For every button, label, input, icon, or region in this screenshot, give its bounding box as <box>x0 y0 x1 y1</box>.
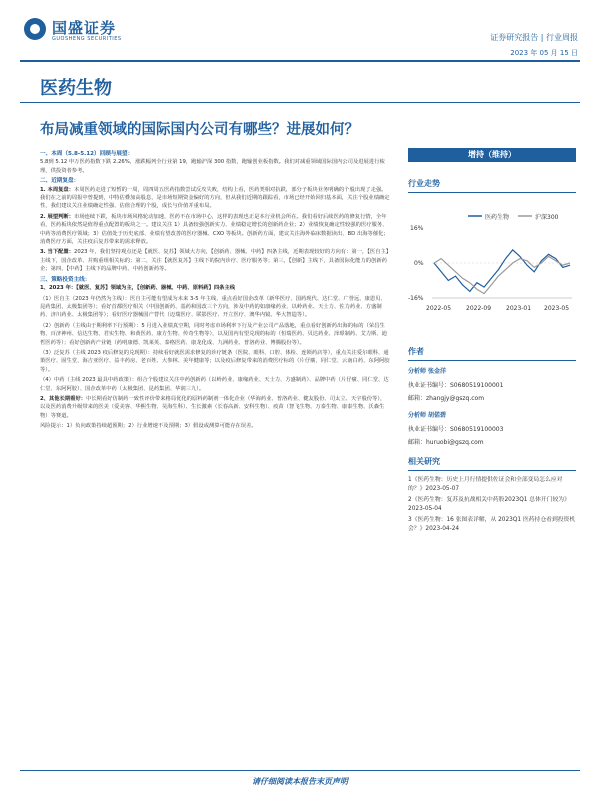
analyst-email[interactable]: 邮箱：zhangjy@gszq.com <box>408 395 485 402</box>
analyst-license: 执业证书编号：S0680519100003 <box>408 426 504 433</box>
paragraph-text: 2023 年，我们坚持观点还是【就医、复苏】领域大方向，【创新药、器械、中药】四条主线，近期表现较好的方向有：第一，【医自主】主线下，国企改革、并购重组相关标的；第二，关注【就医复苏】主线下的院内诊疗、医疗服务等；第三，【创新】主线下，具备国际化能力的创新药企；第四，【中药】主线下的品牌中药、中药创新药等。 <box>40 249 389 273</box>
section-heading: 二、近期复盘： <box>40 178 80 185</box>
x-tick-label: 2023-01 <box>506 305 532 312</box>
analyst-role: 分析师 <box>408 412 427 419</box>
related-item[interactable]: 1《医药生物：历史上月行情提供佐证会和全部变局怎么应对的？》2023-05-07 <box>408 477 563 492</box>
sector-title: 医药生物 <box>40 78 112 99</box>
y-tick-label: -16% <box>408 295 424 302</box>
y-tick-label: 16% <box>410 225 424 232</box>
analyst-name-row <box>408 410 446 419</box>
legend-label-csi300: 沪深300 <box>535 214 559 221</box>
analyst-email[interactable]: 邮箱：huruobi@gszq.com <box>408 439 484 446</box>
logo-icon <box>24 18 46 40</box>
rating-badge: 增持（维持） <box>408 148 576 162</box>
paragraph-lead: 2. 展望判断： <box>40 213 75 220</box>
report-type: 证券研究报告 | 行业周报 <box>490 33 578 42</box>
analyst-heading: 作者 <box>408 347 424 356</box>
analyst-divider <box>408 360 576 361</box>
chart-svg <box>408 204 576 334</box>
perf-divider <box>408 192 576 193</box>
paragraph-text: 本周医药走进了短暂的一周，周四周五医药指数尝试反攻失败，结构上看，医药类相对抗跌，部分子板块业务明确的个股出现了走强。我们在之前的周报中曾提到，中特估叠加高股息，是市场短期资金偏好的方向，但从我们近期的跟踪看，市场已经开始回归基本面，关注个股业绩确定性，我们建议关注业绩确定性强、估值合理的个股，成长与价值并重布局。 <box>40 186 390 210</box>
analyst-role: 分析师 <box>408 368 427 375</box>
analyst-name: 胡偌碧 <box>427 412 446 419</box>
paragraph: （1）医自主（2023 年仍然为主线）：医自主可能有望成为未来 3-5 年主线，重点看好国企改革（新华医疗、国药现代、达仁堂、广誉远、康恩贝、昆药集团、太极集团等）；看好首都医疗相关（中国创新药、基药和国改三个方向，涉及中药的如康缘药业、以岭药业、天士力、佐力药业、方盛制药、济川药业、太极集团等）；看好医疗器械国产替代（迈瑞医疗、联影医疗、开立医疗、澳华内镜、华大智造等）。 <box>40 295 386 319</box>
paragraph-lead: 1、2023 年：【就医、复苏】领域为主，【创新药、器械、中药、原料药】四条主线 <box>40 285 236 292</box>
related-divider <box>408 470 576 471</box>
paragraph-lead: 2、其他长期看好： <box>40 395 87 402</box>
y-tick-label: 0% <box>414 260 424 267</box>
analyst-name-row <box>408 366 446 375</box>
related-item[interactable]: 3《医药生物：16 张图表详解，从 2023Q1 医药持仓看到投资机会？》2023-04-24 <box>408 517 576 532</box>
paragraph: （4）中药（主线 2023 最具中药政策）：组合个股建议关注中药创新药（以岭药业、康缘药业、天士力、方盛制药）、品牌中药（片仔癀、同仁堂、达仁堂、东阿阿胶）、国企改革中药（太极集团、昆药集团、华润三九）。 <box>40 377 389 392</box>
paragraph-text: 中长期看好仿制药一致性评价带来格局优化的原料药制剂一体化企业（华海药业、普洛药业、健友股份、司太立、天宇股份等），以及医药消费升级带来的医美（爱美客、华熙生物、昊海生科）、生长激素（长春高新、安科生物）、疫苗（智飞生物、万泰生物、康泰生物、沃森生物）等赛道。 <box>40 395 386 419</box>
performance-chart <box>408 204 576 334</box>
related-heading: 相关研究 <box>408 457 440 466</box>
paragraph <box>40 395 390 420</box>
paragraph <box>40 213 390 247</box>
analyst-name: 张金洋 <box>427 368 446 375</box>
x-tick-label: 2022-09 <box>466 305 492 312</box>
paragraph: （2）创新药（主线由于期利率下行预期）：5 月进入业绩真空期，同时考虑市场利率下行及产业公司产品落地，重点看好创新药出海的标的（荣昌生物、百济神州、信达生物、君实生物、和黄医药、康方生物、传奇生物等），以及国内有望兑现的标的（恒瑞医药、贝达药业、泽璟制药、艾力斯、迪哲医药等）；看好创新药产业链（药明康德、凯莱英、泰格医药、康龙化成、九洲药业、普洛药业、博腾股份等）。 <box>40 322 387 346</box>
analyst-license: 执业证书编号：S0680519100001 <box>408 382 504 389</box>
paragraph: （3）泛复苏（主线 2023 疫后修复的兑现期）：持续看好就医需求修复的诊疗链条（医院、眼科、口腔、体检、连锁药店等），重点关注爱尔眼科、通策医疗、固生堂、海吉亚医疗、益丰药房、老百姓、大参林、美年健康等；以及疫后修复带来的消费医疗标的（片仔癀、同仁堂、云南白药、东阿阿胶等）。 <box>40 349 390 373</box>
logo-subtext: GUOSHENG SECURITIES <box>52 36 122 42</box>
legend-label-pharma: 医药生物 <box>485 214 510 221</box>
paragraph-lead: 1. 本周复盘： <box>40 186 75 193</box>
series-line-csi300 <box>434 256 570 293</box>
paragraph: 5.8到 5.12 申万医药指数下跌 2.26%，涨跌幅列全行业第 19，跑输沪深 300 指数，跑输创业板指数。我们对减重领域国际国内公司及进展进行梳理，供投资者参考。 <box>40 159 385 174</box>
section-heading: 三、策略投资主线： <box>40 276 91 283</box>
paragraph-text: 市场连续下跌，板块市场风格轮动加速，医药不在市场中心，这样的表现也正是本行业机会所在。我们看好后续医药的修复行情，全年看，医药板块依然是值得重点配置的板块之一。建议关注 1）具备较强创新实力、业绩稳定增长的创新药企业；2）业绩恢复确定性较强的医疗服务、中药等消费医疗领域；3）估值处于历史底部、业绩有望改善的医疗器械、CXO 等板块。创新药方面，建议关注海外临床数据读出、BD 出海等催化；消费医疗方面，关注疫后复苏带来的需求释放。 <box>40 213 389 246</box>
paragraph <box>40 284 390 292</box>
paragraph-lead: 3. 当下配置： <box>40 249 75 256</box>
footer-divider <box>20 770 580 771</box>
paragraph <box>40 248 390 273</box>
perf-heading: 行业走势 <box>408 179 440 188</box>
x-tick-label: 2022-05 <box>426 305 452 312</box>
report-date: 2023 年 05 月 15 日 <box>510 49 578 57</box>
report-body <box>40 148 390 433</box>
page-title: 布局减重领域的国际国内公司有哪些？进展如何？ <box>40 122 359 138</box>
company-logo <box>24 14 154 46</box>
paragraph <box>40 186 390 211</box>
risk-note: 风险提示：1）负向政策持续超预期；2）行业增速不及预期；3）假设或测算可能存在误差。 <box>40 423 257 430</box>
section-heading: 一、本周（5.8-5.12）回顾与展望： <box>40 151 134 157</box>
logo-text: 国盛证券 <box>52 19 117 37</box>
x-tick-label: 2023-05 <box>544 305 570 312</box>
related-item[interactable]: 2《医药生物：复苏及抗战相关中药股2023Q1 总体开门较为》2023-05-04 <box>408 497 570 512</box>
footer-disclaimer: 请仔细阅读本报告末页声明 <box>252 777 348 786</box>
sector-divider <box>20 102 580 103</box>
header-divider <box>20 60 580 62</box>
